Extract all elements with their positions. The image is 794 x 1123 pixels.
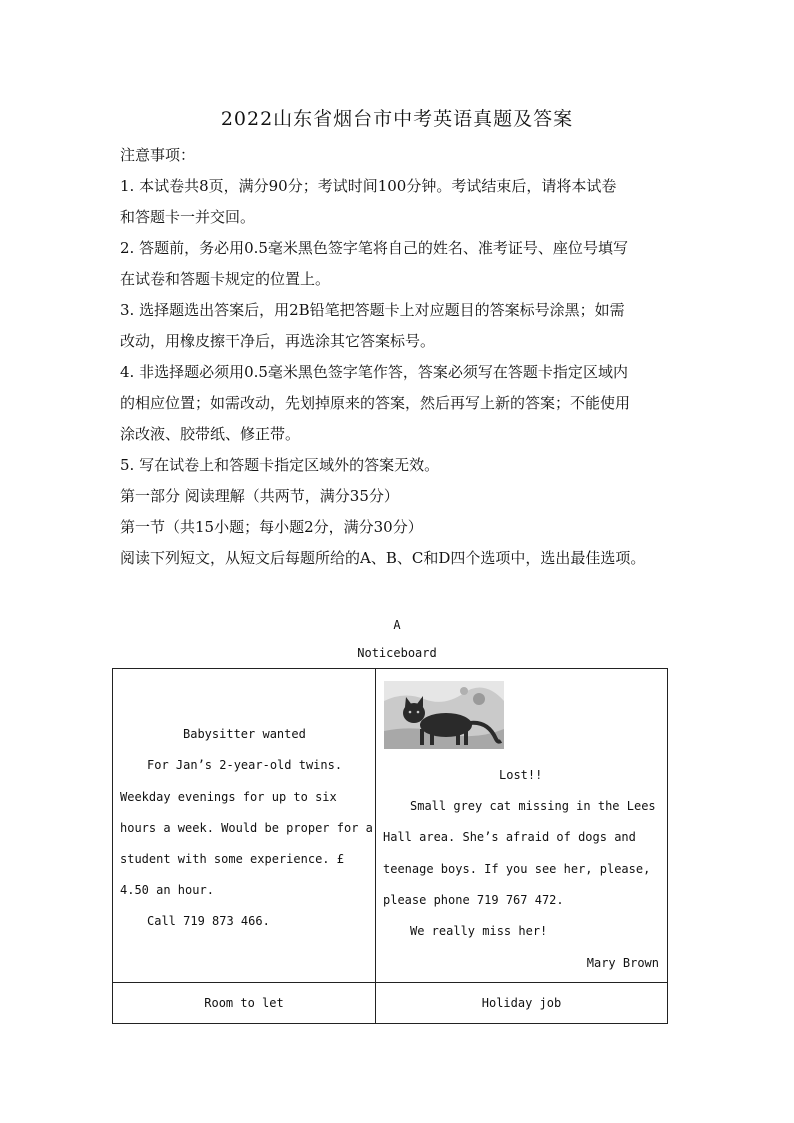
notice-line: 1. 本试卷共8页，满分90分；考试时间100分钟。考试结束后，请将本试卷 — [120, 177, 617, 195]
babysitter-line: 4.50 an hour. — [120, 883, 214, 897]
instruction: 阅读下列短文，从短文后每题所给的A、B、C和D四个选项中，选出最佳选项。 — [120, 549, 646, 567]
cat-photo — [384, 681, 504, 749]
notice-line: 3. 选择题选出答案后，用2B铅笔把答题卡上对应题目的答案标号涂黑；如需 — [120, 301, 625, 319]
babysitter-line: student with some experience. £ — [120, 852, 344, 866]
lost-line: Small grey cat missing in the Lees — [410, 799, 656, 813]
notice-line: 5. 写在试卷上和答题卡指定区域外的答案无效。 — [120, 456, 440, 474]
lost-heading: Lost!! — [499, 768, 543, 782]
babysitter-line: Weekday evenings for up to six — [120, 790, 337, 804]
part-title: 第一部分 阅读理解（共两节，满分35分） — [120, 487, 399, 505]
notice-line: 4. 非选择题必须用0.5毫米黑色签字笔作答，答案必须写在答题卡指定区域内 — [120, 363, 628, 381]
notice-line: 和答题卡一并交回。 — [120, 208, 256, 226]
lost-line: Hall area. She’s afraid of dogs and — [383, 830, 636, 844]
page-title: 2022山东省烟台市中考英语真题及答案 — [220, 108, 574, 130]
notice-line: 在试卷和答题卡规定的位置上。 — [120, 270, 331, 288]
babysitter-line: For Jan’s 2-year-old twins. — [147, 758, 343, 772]
babysitter-notice — [113, 669, 376, 983]
lost-line: We really miss her! — [410, 924, 548, 938]
section-title: 第一节（共15小题；每小题2分，满分30分） — [120, 518, 423, 536]
lost-line: teenage boys. If you see her, please, — [383, 862, 651, 876]
notice-line: 的相应位置；如需改动，先划掉原来的答案，然后再写上新的答案；不能使用 — [120, 394, 631, 412]
lost-line: please phone 719 767 472. — [383, 893, 564, 907]
babysitter-line: Call 719 873 466. — [147, 914, 270, 928]
room-to-let-heading: Room to let — [113, 983, 376, 1024]
notice-line: 改动，用橡皮擦干净后，再选涂其它答案标号。 — [120, 332, 436, 350]
babysitter-heading: Babysitter wanted — [183, 727, 306, 741]
passage-label: A — [393, 618, 401, 632]
noticeboard-table — [112, 668, 668, 1024]
holiday-job-heading: Holiday job — [376, 983, 668, 1024]
notice-heading: 注意事项： — [120, 146, 196, 164]
notice-line: 2. 答题前，务必用0.5毫米黑色签字笔将自己的姓名、准考证号、座位号填写 — [120, 239, 628, 257]
board-title: Noticeboard — [357, 646, 437, 660]
notice-line: 涂改液、胶带纸、修正带。 — [120, 425, 301, 443]
lost-cat-notice — [376, 669, 668, 983]
babysitter-line: hours a week. Would be proper for a — [120, 821, 373, 835]
signature: Mary Brown — [586, 956, 659, 970]
